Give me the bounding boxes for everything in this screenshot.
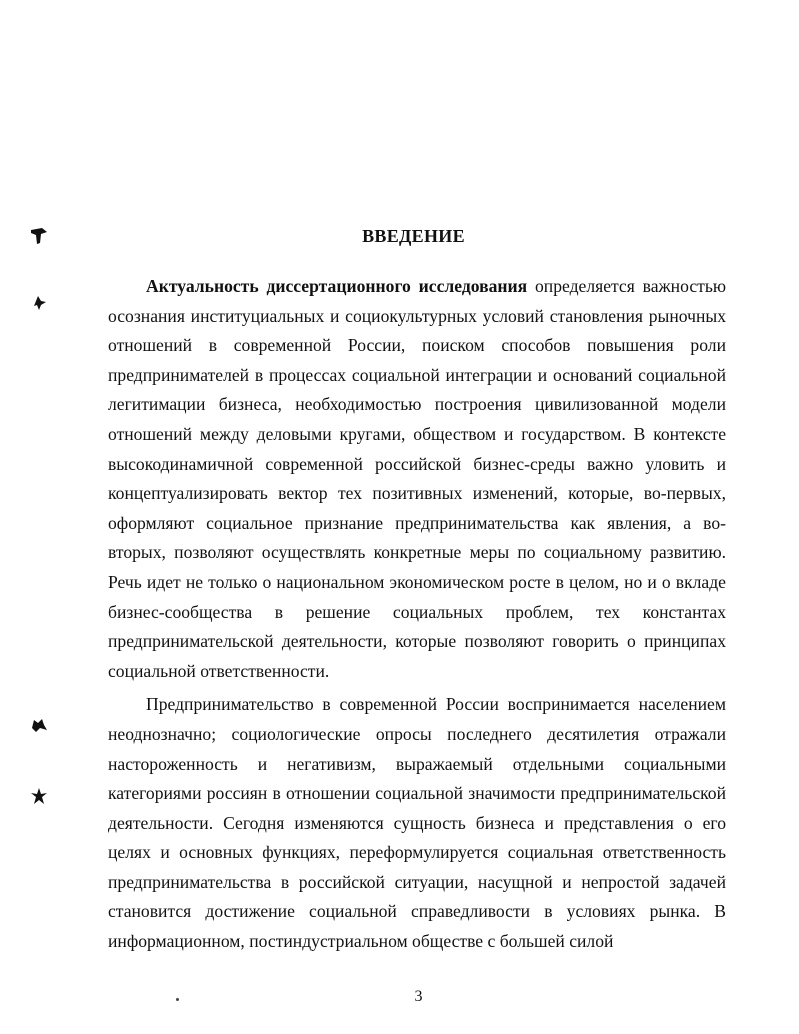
paragraph-text: определяется важностью осознания институциальных и социокультурных условий становления рыночных отношений в современной России, поиском способов повышения роли предпринимателей в процессах социальной интеграции и оснований социальной легитимации бизнеса, необходимостью построения цивилизованной модели отношений между деловыми кругами, обществом и государством. В контексте высокодинамичной современной российской бизнес-среды важно уловить и концептуализировать вектор тех позитивных изменений, которые, во-первых, оформляют социальное признание предпринимательства как явления, а во-вторых, позволяют осуществлять конкретные меры по социальному развитию. Речь идет не только о национальном экономическом росте в целом, но и о вкладе бизнес-сообщества в решение социальных проблем, тех константах предпринимательской деятельности, которые позволяют говорить о принципах социальной ответственности. <box>108 276 726 681</box>
section-heading: ВВЕДЕНИЕ <box>362 226 465 246</box>
paragraph-text: Предпринимательство в современной России воспринимается населением неоднозначно; социологические опросы последнего десятилетия отражали настороженность и негативизм, выражаемый отдельными социальными категориями россиян в отношении социальной значимости предпринимательской деятельности. Сегодня изменяются сущность бизнеса и представления о его целях и основных функциях, переформулируется социальная ответственность предпринимательства в российской ситуации, насущной и непростой задачей становится достижение социальной справедливости в условиях рынка. В информационном, постиндустриальном обществе с большей силой <box>108 694 726 952</box>
body-text <box>108 272 726 957</box>
paragraph-lead: Актуальность диссертационного исследования <box>146 276 528 296</box>
margin-mark-icon <box>28 292 50 312</box>
margin-mark-icon <box>28 786 50 806</box>
page-number: 3 <box>414 988 423 1005</box>
paragraph-1 <box>108 272 726 686</box>
paragraph-2 <box>108 690 726 956</box>
margin-mark-icon <box>28 716 50 736</box>
